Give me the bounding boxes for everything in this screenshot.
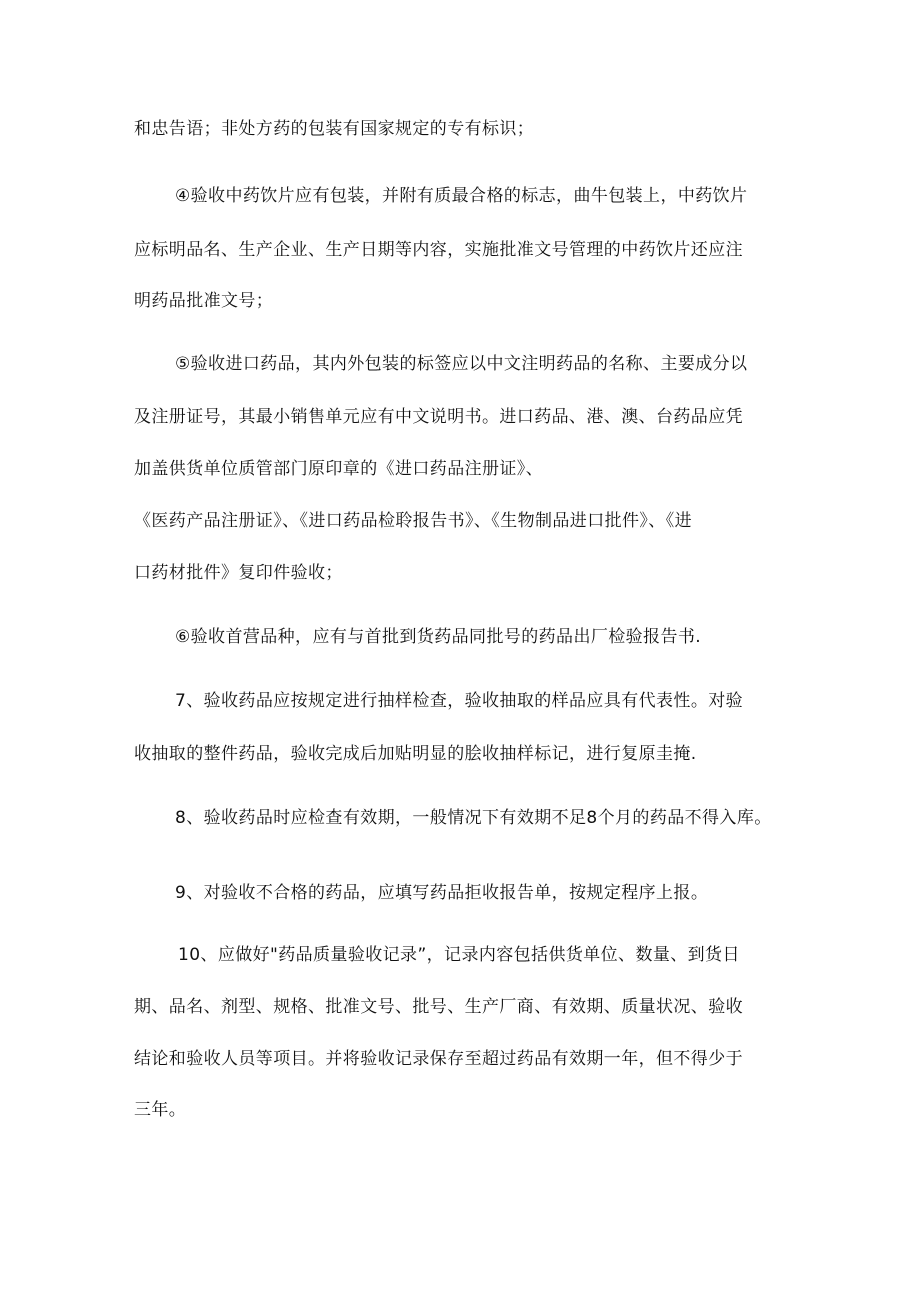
text-line: 口药材批件》复印件验收； bbox=[134, 563, 343, 583]
text-line: 7、验收药品应按规定进行抽样检查，验收抽取的样品应具有代表性。对验 bbox=[175, 691, 744, 711]
text-line: 及注册证号，其最小销售单元应有中文说明书。进口药品、港、澳、台药品应凭 bbox=[134, 407, 743, 427]
text-line: ④验收中药饮片应有包装，并附有质最合格的标志，曲牛包装上，中药饮片 bbox=[175, 186, 748, 206]
text-line: 三年。 bbox=[134, 1100, 187, 1120]
text-line: ⑥验收首营品种，应有与首批到货药品同批号的药品出厂检验报告书. bbox=[175, 627, 702, 647]
text-line: 应标明品名、生产企业、生产日期等内容，实施批准文号管理的中药饮片还应注 bbox=[134, 240, 743, 260]
text-line: 结论和验收人员等项目。并将验收记录保存至超过药品有效期一年，但不得少于 bbox=[134, 1049, 743, 1069]
text-line: ⑤验收进口药品，其内外包装的标签应以中文注明药品的名称、主要成分以 bbox=[175, 354, 748, 374]
text-line: 《医药产品注册证》、《进口药品检聆报告书》、《生物制品进口批件》、《进 bbox=[134, 511, 692, 531]
text-line: 收抽取的整件药品，验收完成后加贴明显的脍收抽样标记，进行复原圭掩. bbox=[134, 744, 697, 764]
text-line: 和忠告语；非处方药的包装有国家规定的专有标识； bbox=[134, 119, 535, 139]
text-line: 10、应做好"药品质量验收记录”，记录内容包括供货单位、数量、到货日 bbox=[178, 945, 740, 965]
text-line: 9、对验收不合格的药品，应填写药品拒收报告单，按规定程序上报。 bbox=[175, 883, 709, 903]
text-line: 8、验收药品时应检查有效期，一般情况下有效期不足8个月的药品不得入库。 bbox=[175, 808, 772, 828]
text-line: 期、品名、剂型、规格、批准文号、批号、生产厂商、有效期、质量状况、验收 bbox=[134, 997, 743, 1017]
text-line: 明药品批准文号； bbox=[134, 291, 274, 311]
text-line: 加盖供货单位质管部门原印章的《进口药品注册证》、 bbox=[134, 459, 544, 479]
